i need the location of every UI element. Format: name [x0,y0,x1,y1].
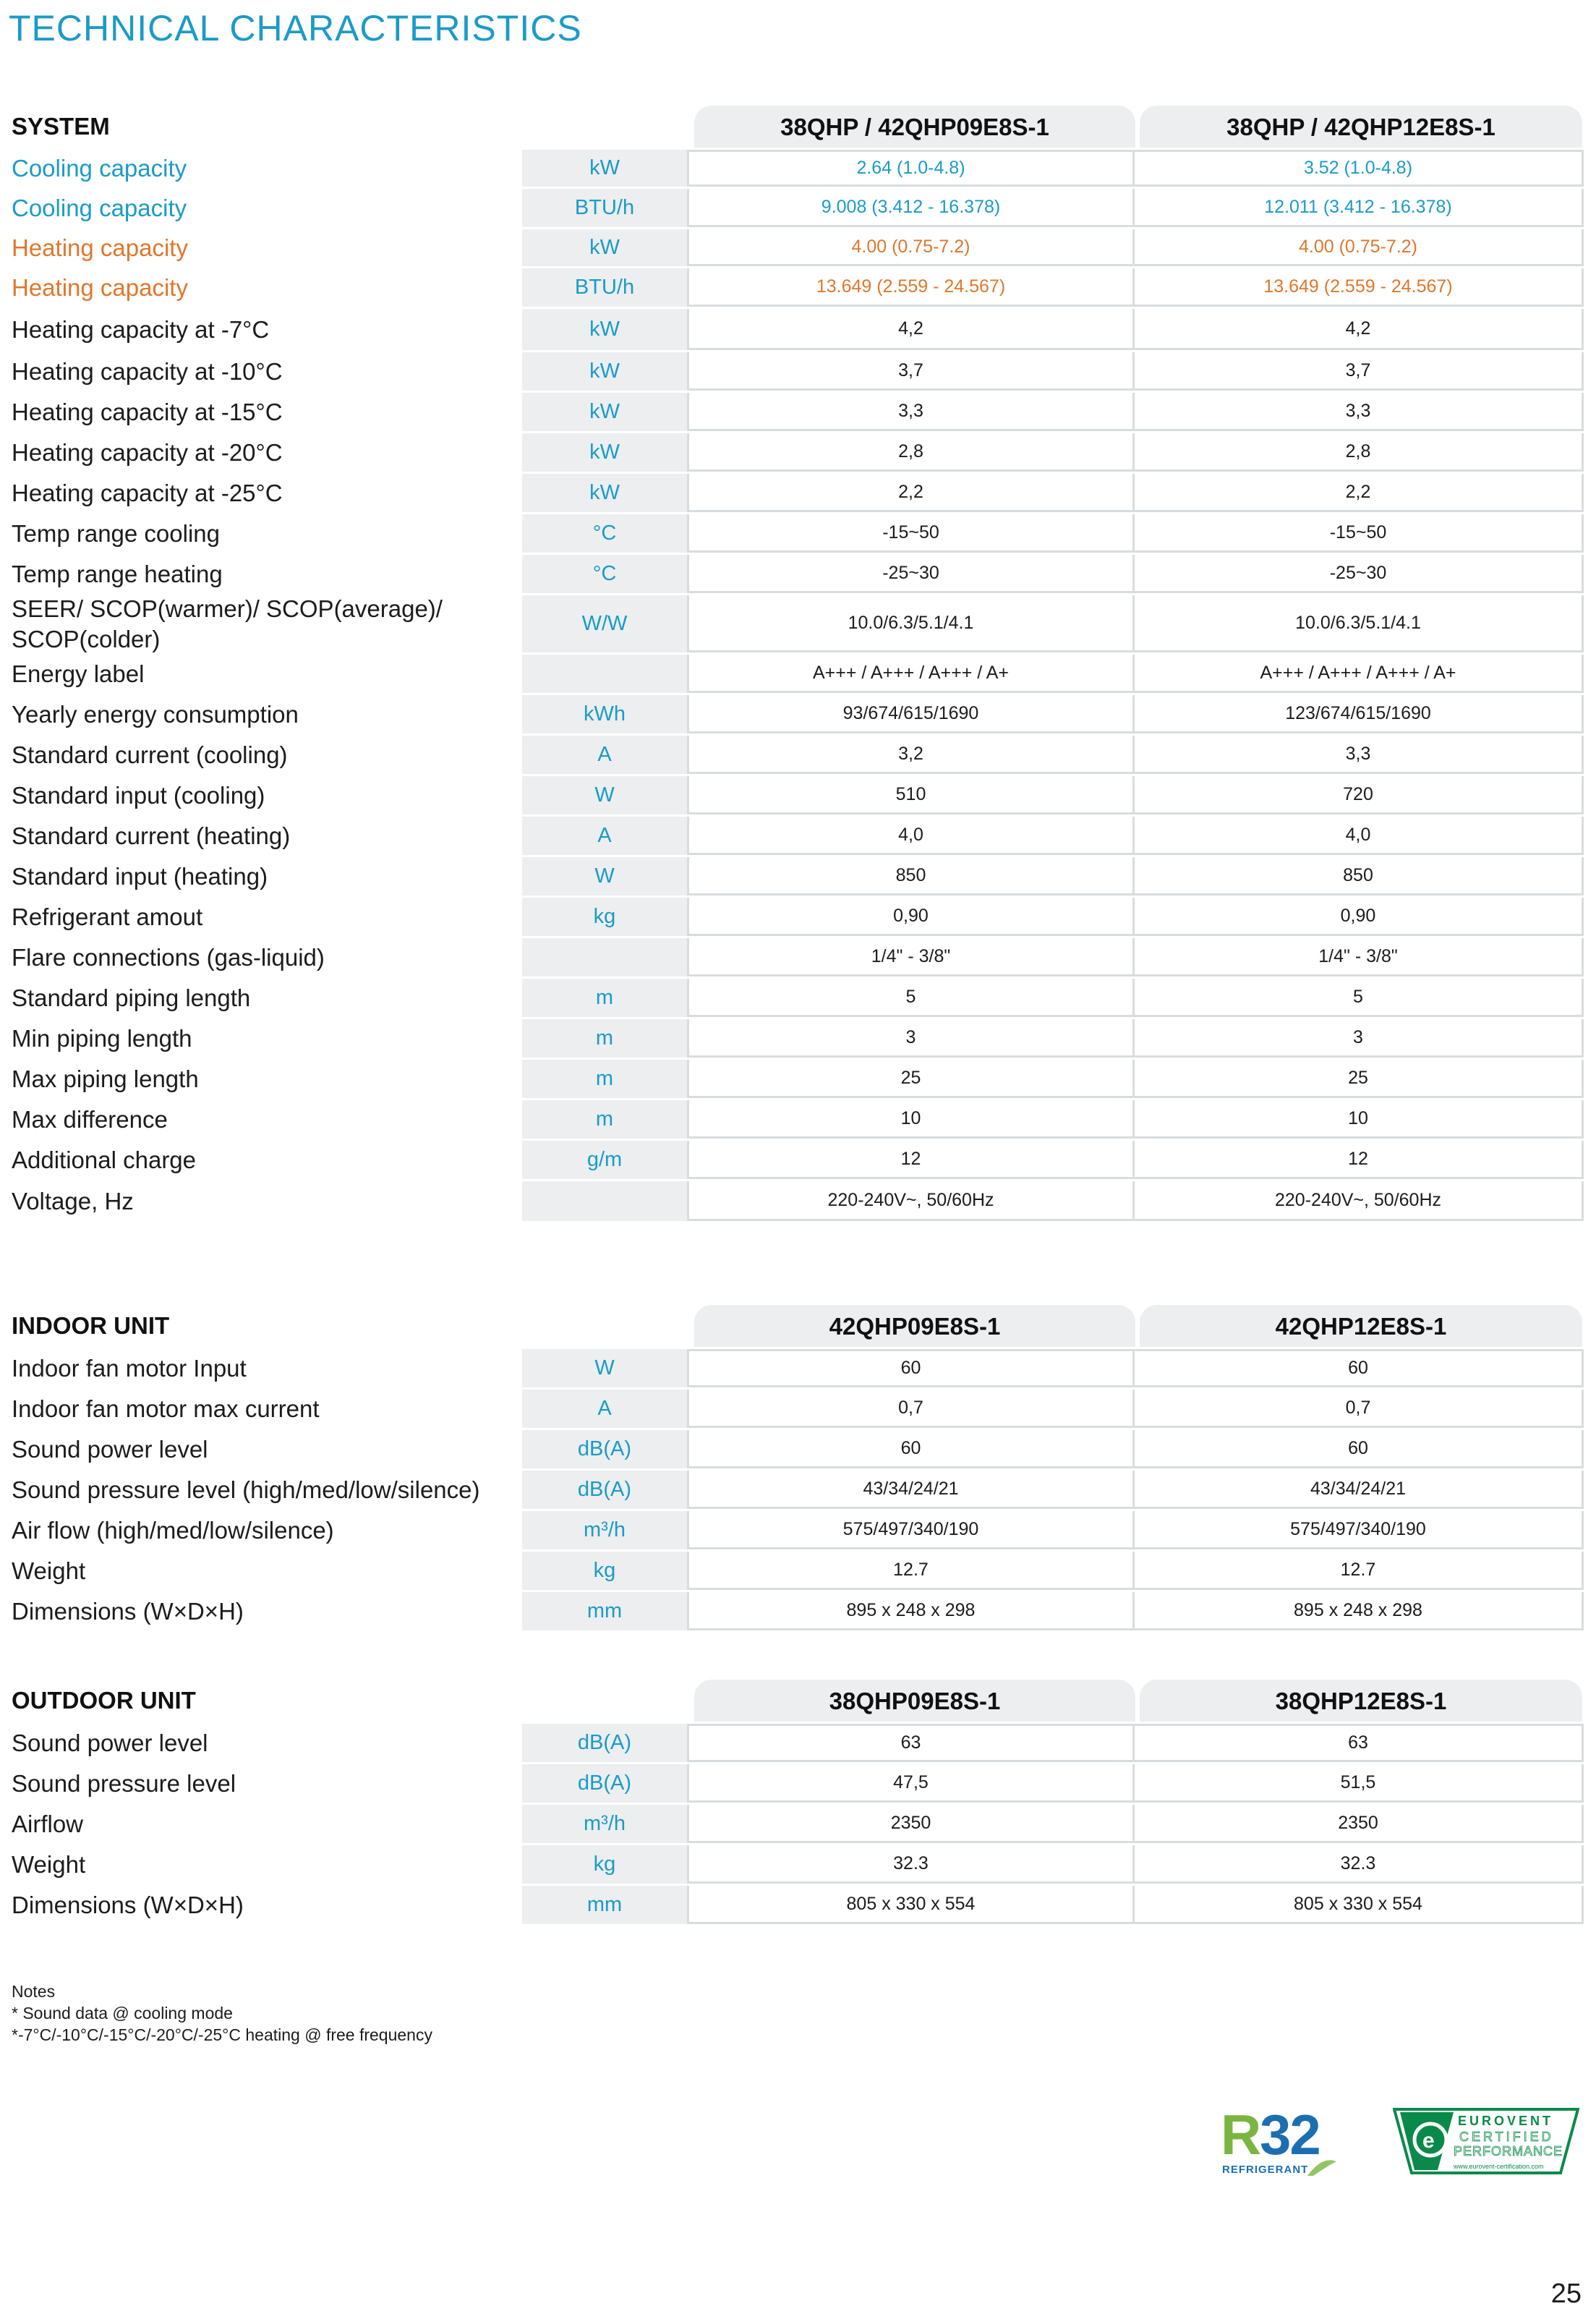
table-row [12,1058,1585,1098]
value-cell-model-2: 3,3 [1132,736,1584,774]
row-label: Min piping length [12,1024,192,1052]
value-cell-model-2: 2,8 [1132,433,1584,472]
section-title: OUTDOOR UNIT [12,1687,196,1714]
row-unit: kW [522,309,687,350]
value-cell-model-2: 3 [1132,1019,1584,1058]
value-cell-model-1: 25 [687,1060,1132,1098]
row-unit: kW [522,150,687,187]
eurovent-certified-logo [1393,2105,1579,2177]
notes [12,1981,432,2046]
row-label: Indoor fan motor Input [12,1354,247,1382]
row-unit: kg [522,1845,687,1884]
row-label: Heating capacity at -20°C [12,438,283,466]
value-cell-model-1: 10.0/6.3/5.1/4.1 [687,595,1132,652]
row-label: Sound power level [12,1729,208,1756]
row-unit: W [522,857,687,896]
outdoor-section-header [12,1680,1585,1722]
value-cell-model-1: 43/34/24/21 [687,1471,1132,1509]
table-row [12,307,1585,350]
table-row [12,1387,1585,1428]
row-label: Standard input (heating) [12,862,268,890]
row-unit: m [522,1019,687,1058]
row-label: Max piping length [12,1065,199,1092]
section-title: SYSTEM [12,113,110,140]
row-label: SEER/ SCOP(warmer)/ SCOP(average)/ SCOP(colder) [12,595,443,652]
note-line: * Sound data @ cooling mode [12,2004,233,2022]
value-cell-model-1: 2,8 [687,433,1132,472]
row-unit: mm [522,1592,687,1630]
model-header-2: 42QHP12E8S-1 [1140,1305,1582,1347]
value-cell-model-2: 51,5 [1132,1764,1584,1803]
row-label: Standard piping length [12,984,251,1011]
row-label: Heating capacity at -25°C [12,479,283,506]
row-unit: BTU/h [522,189,687,227]
row-unit: m [522,1100,687,1139]
value-cell-model-1: 10 [687,1100,1132,1139]
value-cell-model-2: 5 [1132,979,1584,1017]
table-row [12,350,1585,391]
row-unit: m³/h [522,1511,687,1549]
value-cell-model-2: 1/4" - 3/8" [1132,938,1584,977]
row-label: Weight [12,1557,86,1584]
table-row [12,814,1585,855]
row-unit: A [522,1390,687,1428]
table-row [12,896,1585,936]
row-unit: kW [522,393,687,431]
value-cell-model-2: 0,7 [1132,1390,1584,1428]
row-unit: W/W [522,595,687,652]
row-label: Sound pressure level [12,1769,236,1797]
row-unit: kW [522,352,687,391]
value-cell-model-2: 10.0/6.3/5.1/4.1 [1132,595,1584,652]
row-unit: g/m [522,1141,687,1179]
table-row [12,553,1585,593]
row-unit: kW [522,229,687,266]
value-cell-model-1: 4,0 [687,817,1132,855]
value-cell-model-2: 12.011 (3.412 - 16.378) [1132,189,1584,227]
row-unit: A [522,817,687,855]
row-label: Voltage, Hz [12,1187,134,1215]
row-label: Cooling capacity [12,194,187,221]
table-row [12,227,1585,266]
row-unit: m [522,1060,687,1098]
table-row [12,855,1585,896]
row-label: Heating capacity [12,234,188,261]
row-unit: dB(A) [522,1724,687,1762]
table-row [12,1722,1585,1762]
table-row [12,187,1585,227]
row-unit: kWh [522,695,687,733]
row-label: Temp range cooling [12,519,221,547]
value-cell-model-1: 510 [687,776,1132,814]
value-cell-model-2: 123/674/615/1690 [1132,695,1584,733]
table-row [12,733,1585,774]
value-cell-model-1: 13.649 (2.559 - 24.567) [687,268,1132,307]
row-label: Yearly energy consumption [12,700,299,728]
note-line: *-7°C/-10°C/-15°C/-20°C/-25°C heating @ free frequency [12,2025,432,2044]
row-unit: dB(A) [522,1471,687,1509]
row-label: Standard current (cooling) [12,741,288,768]
system-section [12,106,1585,1221]
model-header-2: 38QHP12E8S-1 [1140,1680,1582,1722]
value-cell-model-2: 63 [1132,1724,1584,1762]
table-row [12,1017,1585,1058]
value-cell-model-2: 3.52 (1.0-4.8) [1132,150,1584,187]
value-cell-model-2: -15~50 [1132,514,1584,553]
value-cell-model-2: 4,0 [1132,817,1584,855]
row-label: Standard current (heating) [12,822,291,849]
svg-text:EUROVENT: EUROVENT [1458,2114,1554,2128]
spec-table [12,1347,1585,1630]
value-cell-model-2: 720 [1132,776,1584,814]
value-cell-model-1: 3,2 [687,736,1132,774]
outdoor-unit-section [12,1680,1585,1924]
row-unit: °C [522,555,687,593]
value-cell-model-1: 12.7 [687,1552,1132,1590]
table-row [12,1843,1585,1884]
row-unit: kW [522,433,687,472]
row-label: Max difference [12,1105,168,1133]
value-cell-model-1: 4,2 [687,309,1132,350]
svg-text:32: 32 [1260,2105,1320,2166]
section-title: INDOOR UNIT [12,1312,170,1339]
value-cell-model-1: 32.3 [687,1845,1132,1884]
value-cell-model-2: 10 [1132,1100,1584,1139]
svg-text:www.eurovent-certification.com: www.eurovent-certification.com [1454,2163,1544,2170]
value-cell-model-2: 805 x 330 x 554 [1132,1886,1584,1924]
row-unit: dB(A) [522,1764,687,1803]
row-unit: °C [522,514,687,553]
row-label: Airflow [12,1810,84,1837]
row-label: Standard input (cooling) [12,781,265,809]
row-label: Sound power level [12,1435,208,1463]
spec-table [12,148,1585,1221]
row-label: Additional charge [12,1146,197,1173]
svg-text:R: R [1221,2105,1260,2166]
value-cell-model-2: 2,2 [1132,474,1584,512]
value-cell-model-2: 12.7 [1132,1552,1584,1590]
value-cell-model-2: 25 [1132,1060,1584,1098]
model-header-1: 38QHP / 42QHP09E8S-1 [694,106,1135,148]
row-label: Weight [12,1850,86,1878]
row-label: Heating capacity at -15°C [12,398,283,425]
value-cell-model-1: 895 x 248 x 298 [687,1592,1132,1630]
table-row [12,1803,1585,1843]
value-cell-model-2: 220-240V~, 50/60Hz [1132,1181,1584,1221]
r32-refrigerant-logo [1221,2105,1344,2177]
value-cell-model-1: 3,3 [687,393,1132,431]
indoor-unit-section [12,1305,1585,1630]
value-cell-model-1: 60 [687,1349,1132,1387]
table-row [12,1509,1585,1549]
row-label: Cooling capacity [12,154,187,182]
notes-title: Notes [12,1982,56,2001]
value-cell-model-1: -15~50 [687,514,1132,553]
table-row [12,431,1585,472]
row-unit: dB(A) [522,1430,687,1468]
value-cell-model-1: 63 [687,1724,1132,1762]
value-cell-model-1: 220-240V~, 50/60Hz [687,1181,1132,1221]
table-row [12,1468,1585,1509]
table-row [12,977,1585,1017]
value-cell-model-2: 60 [1132,1349,1584,1387]
value-cell-model-1: A+++ / A+++ / A+++ / A+ [687,655,1132,693]
row-label: Energy label [12,660,145,687]
value-cell-model-2: A+++ / A+++ / A+++ / A+ [1132,655,1584,693]
page-title: TECHNICAL CHARACTERISTICS [9,8,582,48]
value-cell-model-1: 3,7 [687,352,1132,391]
table-row [12,391,1585,431]
table-row [12,1179,1585,1221]
row-unit: m³/h [522,1805,687,1843]
system-section-header [12,106,1585,148]
row-unit: kg [522,898,687,936]
table-row [12,593,1585,652]
value-cell-model-1: 5 [687,979,1132,1017]
value-cell-model-1: 93/674/615/1690 [687,695,1132,733]
value-cell-model-2: 575/497/340/190 [1132,1511,1584,1549]
row-unit: m [522,979,687,1017]
table-row [12,512,1585,553]
row-unit: mm [522,1886,687,1924]
value-cell-model-1: 0,90 [687,898,1132,936]
row-unit: kW [522,474,687,512]
value-cell-model-1: 12 [687,1141,1132,1179]
value-cell-model-1: 805 x 330 x 554 [687,1886,1132,1924]
value-cell-model-2: 2350 [1132,1805,1584,1843]
value-cell-model-2: 12 [1132,1141,1584,1179]
row-label: Sound pressure level (high/med/low/silence) [12,1476,480,1503]
row-label: Heating capacity [12,273,188,301]
table-row [12,1549,1585,1590]
value-cell-model-1: 0,7 [687,1390,1132,1428]
value-cell-model-2: 3,3 [1132,393,1584,431]
value-cell-model-2: 32.3 [1132,1845,1584,1884]
row-label: Temp range heating [12,560,223,587]
model-header-1: 42QHP09E8S-1 [694,1305,1135,1347]
row-unit [522,655,687,693]
row-unit: BTU/h [522,268,687,307]
row-unit [522,938,687,977]
row-label: Dimensions (W×D×H) [12,1891,244,1918]
row-label: Heating capacity at -7°C [12,315,270,343]
svg-text:CERTIFIED: CERTIFIED [1459,2130,1554,2144]
value-cell-model-1: 3 [687,1019,1132,1058]
row-unit: A [522,736,687,774]
row-unit [522,1181,687,1221]
table-row [12,1139,1585,1179]
row-label: Dimensions (W×D×H) [12,1597,244,1625]
value-cell-model-2: -25~30 [1132,555,1584,593]
table-row [12,1347,1585,1387]
row-unit: W [522,1349,687,1387]
value-cell-model-1: 1/4" - 3/8" [687,938,1132,977]
value-cell-model-2: 850 [1132,857,1584,896]
svg-text:REFRIGERANT: REFRIGERANT [1222,2164,1309,2176]
value-cell-model-1: 575/497/340/190 [687,1511,1132,1549]
value-cell-model-1: -25~30 [687,555,1132,593]
value-cell-model-1: 60 [687,1430,1132,1468]
row-label: Indoor fan motor max current [12,1395,320,1422]
svg-text:PERFORMANCE: PERFORMANCE [1454,2144,1563,2158]
value-cell-model-2: 43/34/24/21 [1132,1471,1584,1509]
table-row [12,936,1585,977]
value-cell-model-1: 47,5 [687,1764,1132,1803]
value-cell-model-2: 60 [1132,1430,1584,1468]
value-cell-model-1: 850 [687,857,1132,896]
spec-table [12,1722,1585,1924]
row-label: Air flow (high/med/low/silence) [12,1516,334,1544]
value-cell-model-1: 2.64 (1.0-4.8) [687,150,1132,187]
value-cell-model-1: 2350 [687,1805,1132,1843]
svg-text:e: e [1422,2129,1435,2153]
indoor-section-header [12,1305,1585,1347]
value-cell-model-2: 895 x 248 x 298 [1132,1592,1584,1630]
row-unit: W [522,776,687,814]
row-label: Refrigerant amout [12,903,203,930]
value-cell-model-2: 3,7 [1132,352,1584,391]
row-unit: kg [522,1552,687,1590]
row-label: Heating capacity at -10°C [12,357,283,385]
table-row [12,1884,1585,1924]
model-header-2: 38QHP / 42QHP12E8S-1 [1140,106,1582,148]
table-row [12,148,1585,187]
table-row [12,652,1585,693]
value-cell-model-1: 2,2 [687,474,1132,512]
value-cell-model-2: 13.649 (2.559 - 24.567) [1132,268,1584,307]
table-row [12,472,1585,512]
table-row [12,266,1585,307]
table-row [12,1590,1585,1630]
row-label: Flare connections (gas-liquid) [12,943,325,971]
value-cell-model-2: 4,2 [1132,309,1584,350]
table-row [12,774,1585,814]
table-row [12,1428,1585,1468]
table-row [12,693,1585,733]
value-cell-model-1: 9.008 (3.412 - 16.378) [687,189,1132,227]
model-header-1: 38QHP09E8S-1 [694,1680,1135,1722]
table-row [12,1098,1585,1139]
value-cell-model-1: 4.00 (0.75-7.2) [687,229,1132,266]
value-cell-model-2: 4.00 (0.75-7.2) [1132,229,1584,266]
page-number: 25 [1550,2279,1582,2309]
table-row [12,1762,1585,1803]
value-cell-model-2: 0,90 [1132,898,1584,936]
